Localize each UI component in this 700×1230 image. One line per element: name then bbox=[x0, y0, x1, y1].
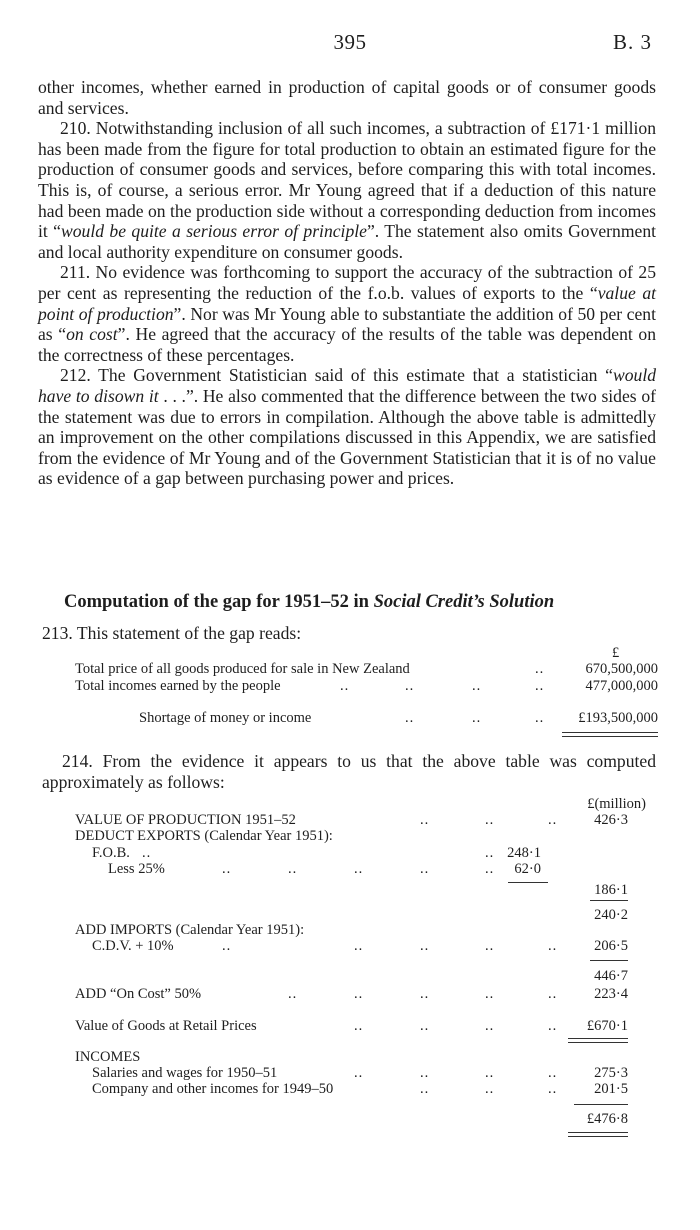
production-label: VALUE OF PRODUCTION 1951–52 bbox=[75, 812, 296, 828]
leader-dots: .. bbox=[485, 1081, 495, 1097]
cdv-value: 206·5 bbox=[594, 938, 628, 954]
leader-dots: .. bbox=[548, 812, 558, 828]
company-label: Company and other incomes for 1949–50 bbox=[92, 1081, 334, 1097]
company-value: 201·5 bbox=[594, 1081, 628, 1097]
currency-symbol: £ bbox=[612, 645, 620, 661]
leader-dots: .. bbox=[420, 861, 430, 877]
leader-dots: .. bbox=[485, 845, 495, 861]
incomes-label: INCOMES bbox=[75, 1049, 141, 1065]
leader-dots: .. bbox=[485, 1018, 495, 1034]
leader-dots: .. bbox=[340, 678, 350, 694]
unit-label: £(million) bbox=[587, 796, 646, 812]
table-total-value: £193,500,000 bbox=[578, 710, 658, 726]
table-row-label: Total incomes earned by the people bbox=[75, 678, 281, 694]
leader-dots: .. bbox=[535, 710, 545, 726]
leader-dots: .. bbox=[485, 986, 495, 1002]
leader-dots: .. bbox=[354, 986, 364, 1002]
paragraph-210: 210. Notwithstanding inclusion of all such incomes, a subtraction of £171·1 million has been made from the figure for total production to obtain an estimated figure for the production of consumer goods and services, before comparing this with total incomes. This is, of course, a serious error. Mr Young agreed that if a deduction of this nature had been made on the production side without a corresponding deduction from incomes it “would be quite a serious error of principle”. The statement also omits Government and local authority expenditure on consumer goods. bbox=[38, 118, 657, 262]
leader-dots: .. bbox=[420, 1065, 430, 1081]
rule bbox=[590, 900, 628, 901]
rule bbox=[590, 960, 628, 961]
leader-dots: .. bbox=[548, 986, 558, 1002]
leader-dots: .. bbox=[420, 1018, 430, 1034]
leader-dots: .. bbox=[288, 861, 298, 877]
leader-dots: .. bbox=[485, 812, 495, 828]
document-code: B. 3 bbox=[612, 30, 652, 54]
leader-dots: .. bbox=[142, 845, 152, 861]
production-value: 426·3 bbox=[594, 812, 628, 828]
oncost-label: ADD “On Cost” 50% bbox=[75, 986, 202, 1002]
exports-net-value: 186·1 bbox=[594, 882, 628, 898]
leader-dots: .. bbox=[405, 710, 415, 726]
section-heading: Computation of the gap for 1951–52 in Social Credit’s Solution bbox=[64, 592, 555, 612]
leader-dots: .. bbox=[472, 678, 482, 694]
less-value: 62·0 bbox=[514, 861, 541, 877]
retail-label: Value of Goods at Retail Prices bbox=[75, 1018, 257, 1034]
leader-dots: .. bbox=[548, 938, 558, 954]
table-total-label: Shortage of money or income bbox=[139, 710, 312, 726]
leader-dots: .. bbox=[222, 861, 232, 877]
paragraph-211: 211. No evidence was forthcoming to support the accuracy of the subtraction of 25 per cent as representing the reduction of the f.o.b. values of exports to the “value at point of production”. Nor was Mr Young able to substantiate the addition of 50 per cent as “on cost”. He agreed that the accuracy of the results of the table was dependent on the correctness of these percentages. bbox=[38, 262, 657, 365]
leader-dots: .. bbox=[420, 1081, 430, 1097]
leader-dots: .. bbox=[548, 1065, 558, 1081]
paragraph-continued: other incomes, whether earned in production of capital goods or of consumer goods and services. bbox=[38, 77, 656, 118]
less-label: Less 25% bbox=[108, 861, 165, 877]
subtotal-value: 446·7 bbox=[594, 968, 628, 984]
leader-dots: .. bbox=[420, 938, 430, 954]
fob-label: F.O.B. bbox=[92, 845, 130, 861]
salaries-label: Salaries and wages for 1950–51 bbox=[92, 1065, 278, 1081]
rule bbox=[508, 882, 548, 883]
body-text bbox=[38, 77, 656, 489]
rule bbox=[574, 1104, 628, 1105]
leader-dots: .. bbox=[354, 861, 364, 877]
leader-dots: .. bbox=[472, 710, 482, 726]
double-rule bbox=[562, 732, 658, 737]
double-rule bbox=[568, 1038, 628, 1043]
page-number: 395 bbox=[333, 30, 367, 54]
table-row-label: Total price of all goods produced for sale in New Zealand bbox=[75, 661, 410, 677]
leader-dots: .. bbox=[354, 938, 364, 954]
imports-label: ADD IMPORTS (Calendar Year 1951): bbox=[75, 922, 305, 938]
salaries-value: 275·3 bbox=[594, 1065, 628, 1081]
paragraph-212: 212. The Government Statistician said of this estimate that a statistician “would have to disown it . . .”. He also commented that the difference between the two sides of the statement was due to errors in compilation. Although the above table is admittedly an improvement on the other compilations discussed in this Appendix, we are satisfied from the evidence of Mr Young and of the Government Statistician that it is of no value as evidence of a gap between purchasing power and prices. bbox=[38, 365, 656, 489]
leader-dots: .. bbox=[485, 1065, 495, 1081]
paragraph-214: 214. From the evidence it appears to us that the above table was computed approximately as follows: bbox=[42, 751, 656, 792]
subtotal-value: 240·2 bbox=[594, 907, 628, 923]
paragraph-213: 213. This statement of the gap reads: bbox=[42, 623, 302, 643]
double-rule bbox=[568, 1132, 628, 1137]
cdv-label: C.D.V. + 10% bbox=[92, 938, 174, 954]
leader-dots: .. bbox=[354, 1065, 364, 1081]
oncost-value: 223·4 bbox=[594, 986, 628, 1002]
table-row-value: 670,500,000 bbox=[585, 661, 658, 677]
leader-dots: .. bbox=[485, 861, 495, 877]
leader-dots: .. bbox=[535, 678, 545, 694]
incomes-total-value: £476·8 bbox=[586, 1111, 628, 1127]
leader-dots: .. bbox=[485, 938, 495, 954]
leader-dots: .. bbox=[222, 938, 232, 954]
fob-value: 248·1 bbox=[507, 845, 541, 861]
leader-dots: .. bbox=[548, 1081, 558, 1097]
table-row-value: 477,000,000 bbox=[585, 678, 658, 694]
leader-dots: .. bbox=[548, 1018, 558, 1034]
leader-dots: .. bbox=[420, 986, 430, 1002]
leader-dots: .. bbox=[535, 661, 545, 677]
leader-dots: .. bbox=[405, 678, 415, 694]
retail-value: £670·1 bbox=[586, 1018, 628, 1034]
leader-dots: .. bbox=[354, 1018, 364, 1034]
leader-dots: .. bbox=[288, 986, 298, 1002]
deduct-label: DEDUCT EXPORTS (Calendar Year 1951): bbox=[75, 828, 333, 844]
leader-dots: .. bbox=[420, 812, 430, 828]
